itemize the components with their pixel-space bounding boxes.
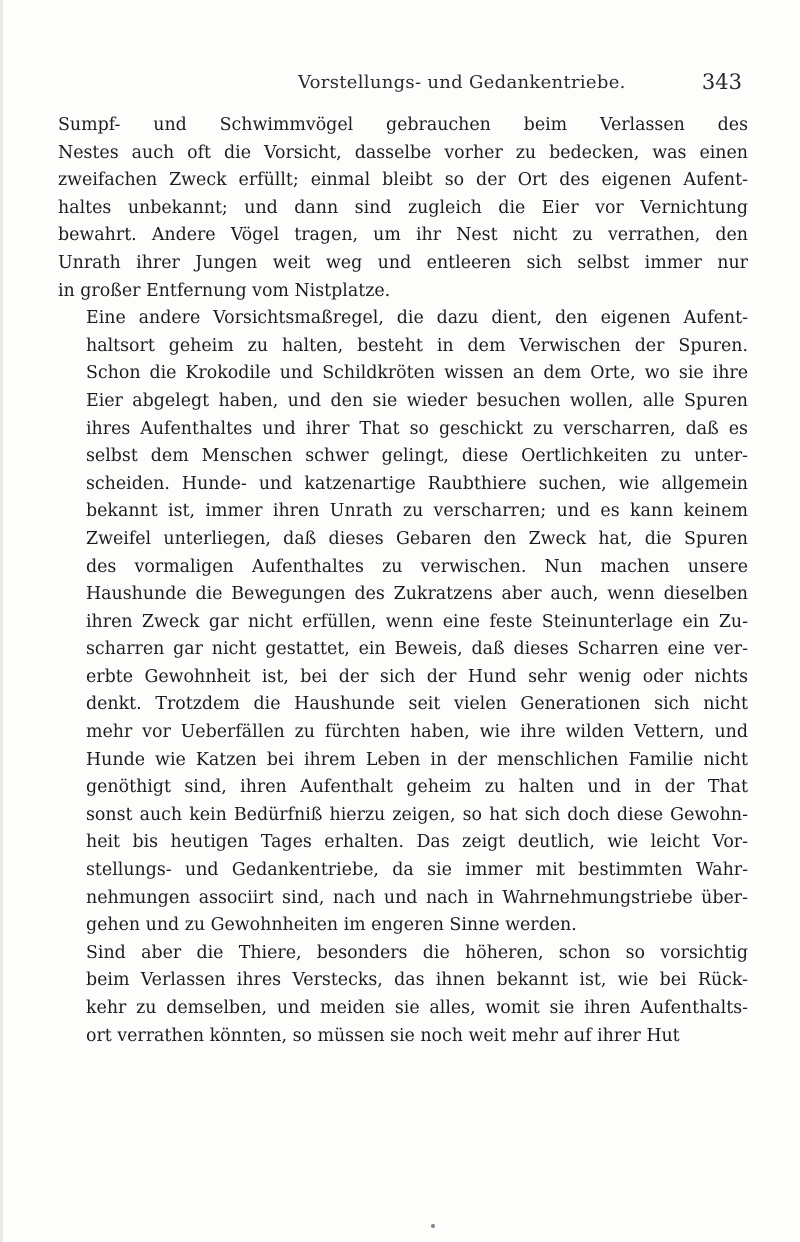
paragraph <box>58 112 748 305</box>
text-line: Sind aber die Thiere, besonders die höheren, schon so vorsichtig <box>86 942 748 963</box>
text-line: sonst auch kein Bedürfniß hierzu zeigen, so hat sich doch diese Gewohn- <box>86 804 748 825</box>
text-line: nehmungen associirt sind, nach und nach in Wahrnehmungstriebe über- <box>86 887 748 908</box>
paragraph <box>58 940 748 1050</box>
text-line: bewahrt. Andere Vögel tragen, um ihr Nest nicht zu verrathen, den <box>58 225 748 246</box>
text-line: stellungs- und Gedankentriebe, da sie immer mit bestimmten Wahr- <box>86 860 748 881</box>
page-edge-shadow <box>0 0 3 1242</box>
text-line: in großer Entfernung vom Nistplatze. <box>58 280 391 301</box>
text-line: haltsort geheim zu halten, besteht in dem Verwischen der Spuren. <box>86 335 748 356</box>
running-title: Vorstellungs- und Gedankentriebe. <box>298 72 626 93</box>
text-line: Eier abgelegt haben, und den sie wieder besuchen wollen, alle Spuren <box>86 390 748 411</box>
text-line: ihres Aufenthaltes und ihrer That so geschickt zu verscharren, daß es <box>86 418 748 439</box>
text-line: genöthigt sind, ihren Aufenthalt geheim zu halten und in der That <box>86 777 748 798</box>
text-line: beim Verlassen ihres Verstecks, das ihnen bekannt ist, wie bei Rück- <box>86 970 748 991</box>
page-number: 343 <box>701 70 742 94</box>
text-line: selbst dem Menschen schwer gelingt, diese Oertlichkeiten zu unter- <box>86 446 748 467</box>
text-line: mehr vor Ueberfällen zu fürchten haben, wie ihre wilden Vettern, und <box>86 722 748 743</box>
text-line: Zweifel unterliegen, daß dieses Gebaren den Zweck hat, die Spuren <box>86 528 748 549</box>
text-line: ihren Zweck gar nicht erfüllen, wenn eine feste Steinunterlage ein Zu- <box>86 611 748 632</box>
text-line: Hunde wie Katzen bei ihrem Leben in der menschlichen Familie nicht <box>86 749 748 770</box>
text-line: Schon die Krokodile und Schildkröten wissen an dem Orte, wo sie ihre <box>86 363 748 384</box>
text-line: denkt. Trotzdem die Haushunde seit vielen Generationen sich nicht <box>86 694 748 715</box>
print-speck <box>431 1224 435 1228</box>
body-text <box>58 112 748 1050</box>
text-line: Nestes auch oft die Vorsicht, dasselbe vorher zu bedecken, was einen <box>58 142 748 163</box>
text-line: scharren gar nicht gestattet, ein Beweis, daß dieses Scharren eine ver- <box>86 639 748 660</box>
paragraph <box>58 305 748 940</box>
text-line: des vormaligen Aufenthaltes zu verwischen. Nun machen unsere <box>86 556 748 577</box>
text-line: scheiden. Hunde- und katzenartige Raubthiere suchen, wie allgemein <box>86 473 748 494</box>
text-line: bekannt ist, immer ihren Unrath zu verscharren; und es kann keinem <box>86 501 748 522</box>
text-line: erbte Gewohnheit ist, bei der sich der Hund sehr wenig oder nichts <box>86 666 748 687</box>
text-line: zweifachen Zweck erfüllt; einmal bleibt so der Ort des eigenen Aufent- <box>58 170 748 191</box>
text-line: heit bis heutigen Tages erhalten. Das zeigt deutlich, wie leicht Vor- <box>86 832 748 853</box>
text-line: kehr zu demselben, und meiden sie alles, womit sie ihren Aufenthalts- <box>86 998 748 1018</box>
text-line: Unrath ihrer Jungen weit weg und entleeren sich selbst immer nur <box>58 252 748 273</box>
text-line: gehen und zu Gewohnheiten im engeren Sinne werden. <box>86 915 577 936</box>
text-line: haltes unbekannt; und dann sind zugleich die Eier vor Vernichtung <box>58 197 748 218</box>
text-line: Sumpf- und Schwimmvögel gebrauchen beim Verlassen des <box>58 115 748 135</box>
text-line: Eine andere Vorsichtsmaßregel, die dazu dient, den eigenen Aufent- <box>86 308 748 329</box>
text-line: Haushunde die Bewegungen des Zukratzens aber auch, wenn dieselben <box>86 584 748 605</box>
text-line: ort verrathen könnten, so müssen sie noch weit mehr auf ihrer Hut <box>86 1025 680 1046</box>
